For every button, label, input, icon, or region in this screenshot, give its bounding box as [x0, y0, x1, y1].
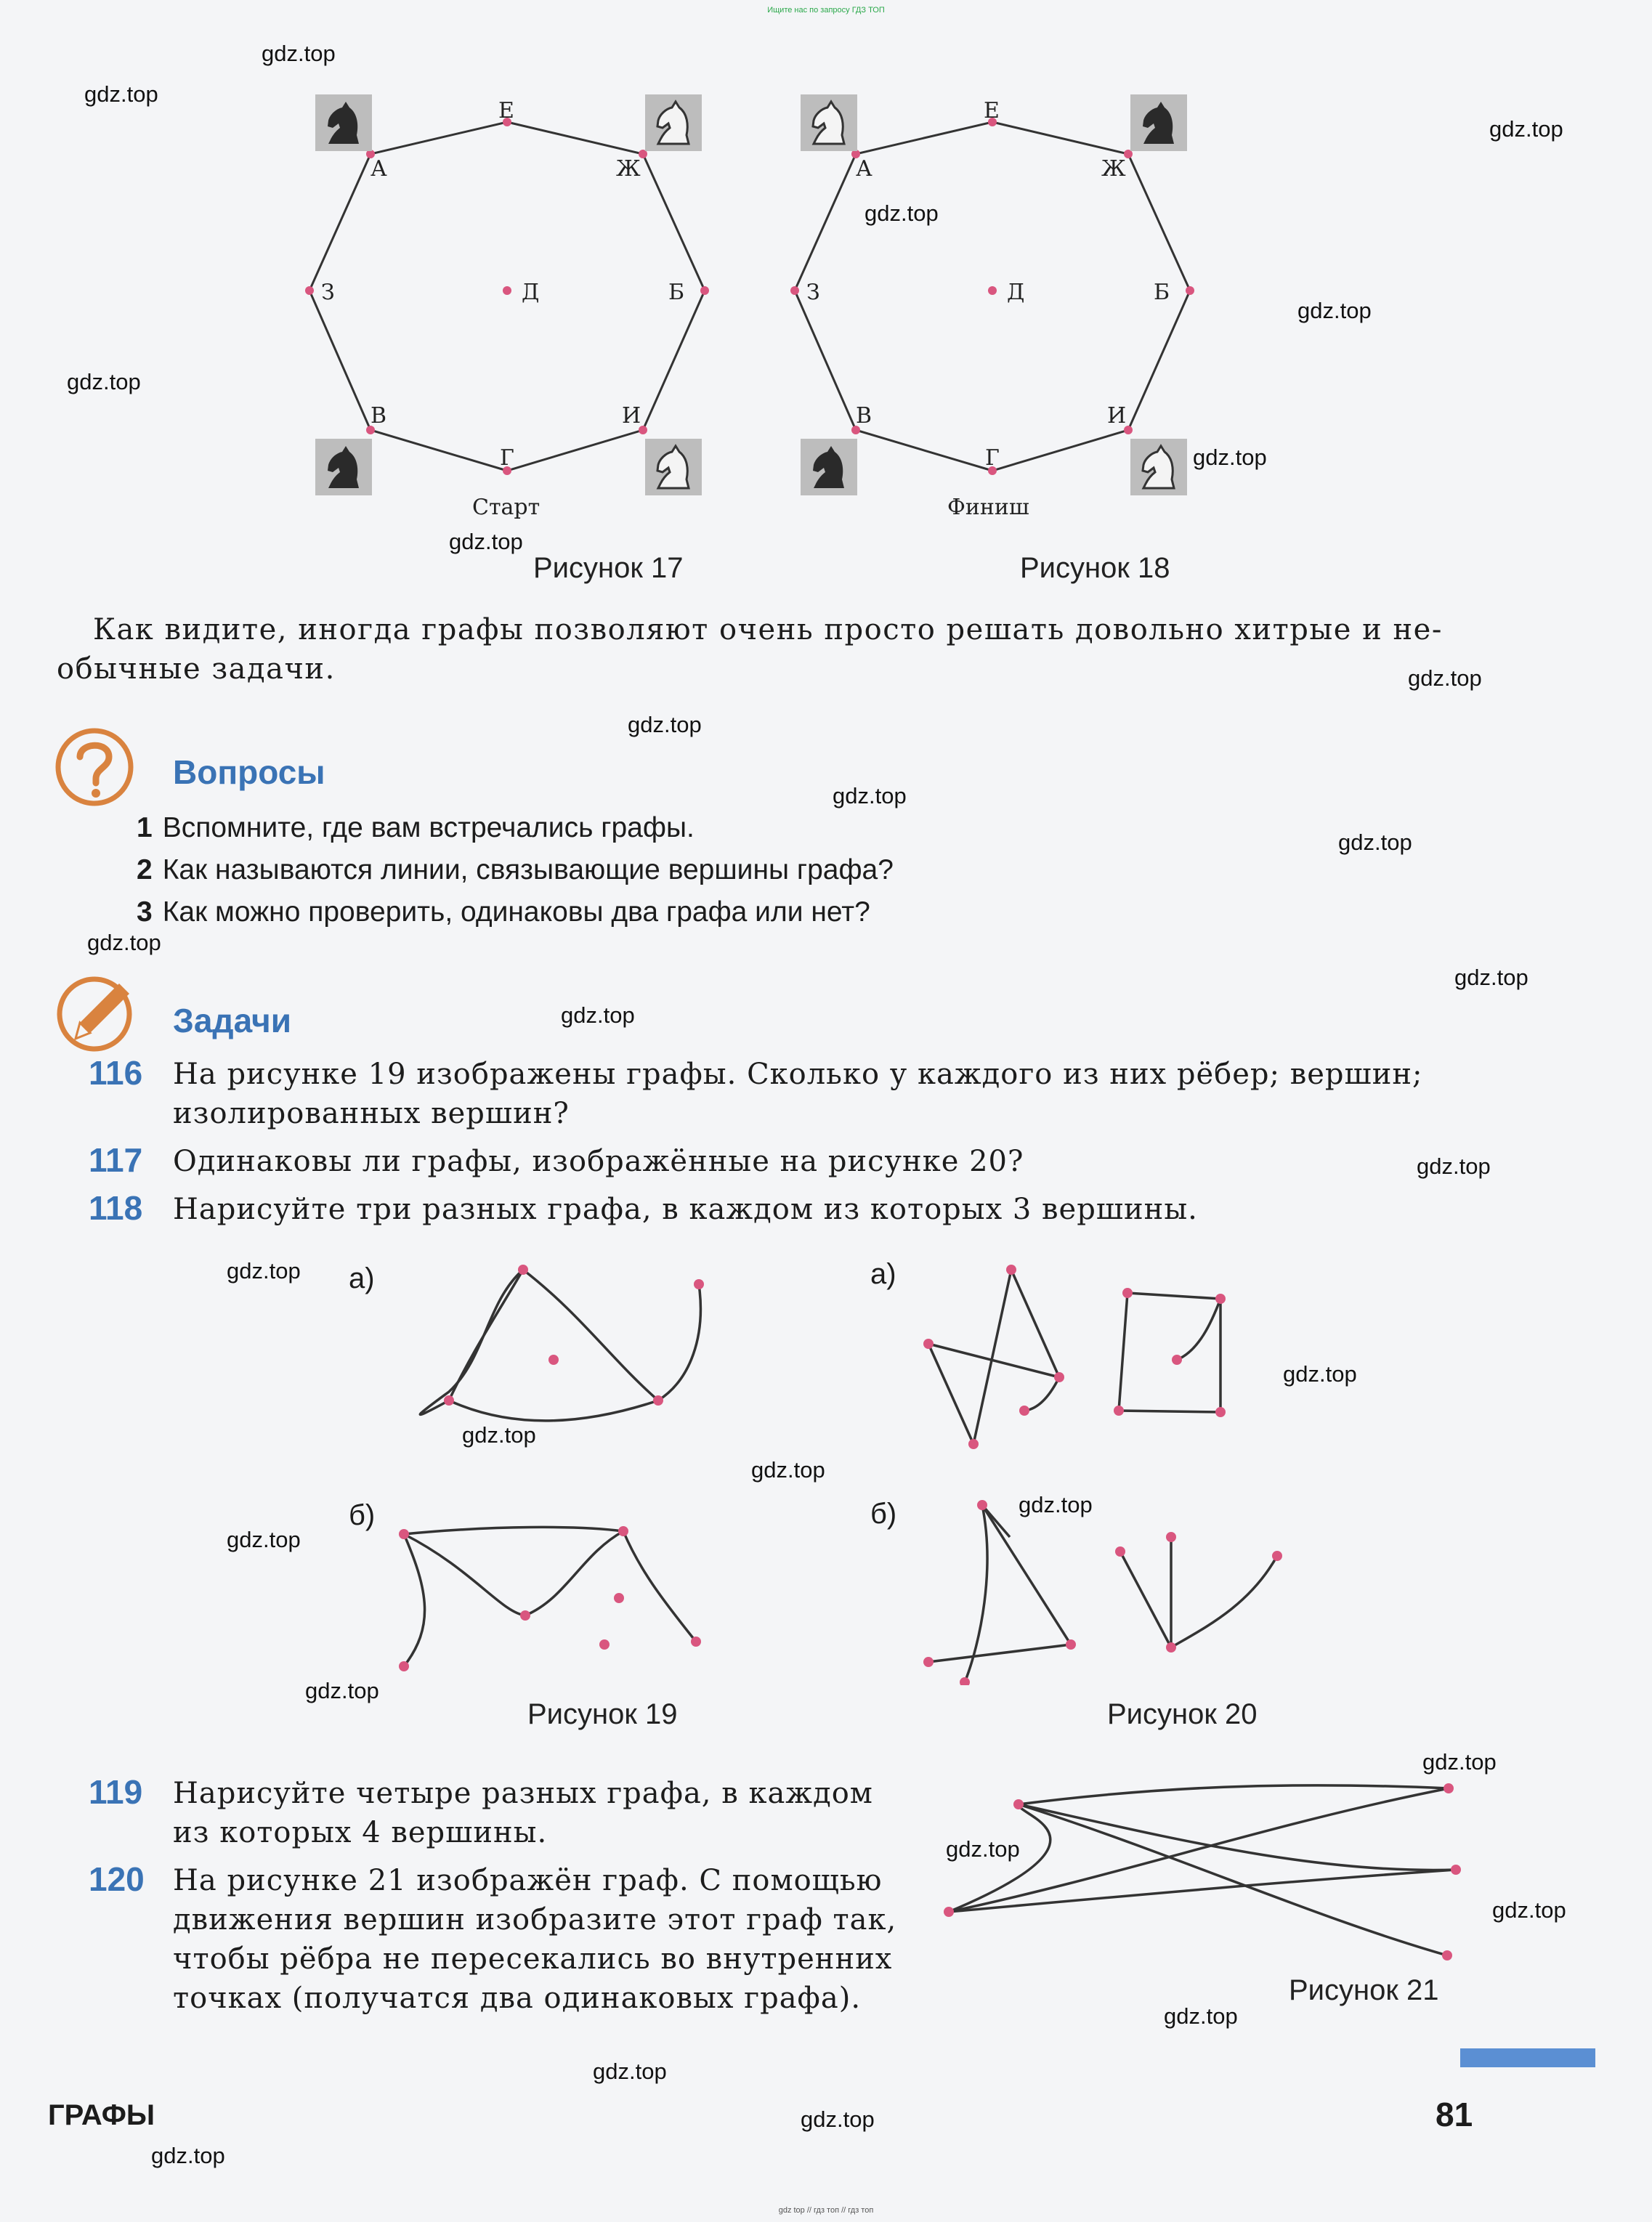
- question-text: Как можно проверить, одинаковы два графа или нет?: [162, 896, 870, 928]
- task-text: точках (получатся два одинаковых графа).: [173, 1982, 862, 2015]
- figure-20-caption: Рисунок 20: [1107, 1698, 1258, 1730]
- watermark: gdz.top: [449, 529, 523, 554]
- figure-19-caption: Рисунок 19: [527, 1698, 678, 1730]
- knight-icon: [1130, 94, 1187, 151]
- vertex-label: А: [856, 156, 872, 182]
- figure-17-caption: Рисунок 17: [533, 552, 684, 584]
- sub-label-a: а): [870, 1258, 896, 1290]
- watermark: gdz.top: [561, 1002, 635, 1028]
- watermark: gdz.top: [1297, 298, 1372, 323]
- watermark: gdz.top: [1019, 1492, 1093, 1517]
- question-item: [137, 812, 695, 844]
- vertex-label: Е: [498, 98, 514, 123]
- knight-icon: [1130, 439, 1187, 495]
- vertex-label: А: [371, 156, 387, 182]
- task-text: На рисунке 19 изображены графы. Сколько у каждого из них рёбер; вершин;: [173, 1058, 1423, 1091]
- watermark: gdz.top: [628, 712, 702, 737]
- task-number: 120: [89, 1860, 145, 1898]
- vertex-label: Д: [522, 280, 540, 305]
- watermark: gdz.top: [801, 2107, 875, 2132]
- figure-17: [298, 87, 726, 538]
- knight-icon: [315, 439, 372, 495]
- task-text: из которых 4 вершины.: [173, 1816, 548, 1849]
- figure-20: [908, 1249, 1286, 1685]
- watermark: gdz.top: [1422, 1749, 1497, 1775]
- vertex-label: Ж: [616, 156, 641, 182]
- task-number: 117: [89, 1141, 143, 1179]
- task-text: Одинаковы ли графы, изображённые на рисунке 20?: [173, 1145, 1024, 1178]
- vertex-label: Г: [500, 445, 514, 471]
- watermark: gdz.top: [946, 1836, 1020, 1862]
- page-number: 81: [1436, 2096, 1473, 2133]
- figure-18: [783, 87, 1212, 538]
- intro-line: обычные задачи.: [57, 652, 336, 686]
- knight-icon: [645, 439, 702, 495]
- vertex-label: Ж: [1101, 156, 1126, 182]
- sub-label-a: а): [349, 1262, 375, 1294]
- knight-icon: [315, 94, 372, 151]
- watermark: gdz.top: [1164, 2003, 1238, 2029]
- task-text: изолированных вершин?: [173, 1097, 570, 1130]
- question-icon: [54, 726, 135, 808]
- start-label: Старт: [472, 495, 540, 520]
- question-item: [137, 854, 894, 886]
- watermark: gdz.top: [67, 369, 141, 394]
- watermark: gdz.top: [751, 1457, 825, 1483]
- knight-icon: [801, 439, 857, 495]
- task-text: чтобы рёбра не пересекались во внутренних: [173, 1942, 893, 1976]
- intro-line: Как видите, иногда графы позволяют очень просто решать довольно хитрые и не-: [93, 613, 1443, 646]
- vertex-label: З: [321, 280, 335, 305]
- vertex-label: З: [806, 280, 820, 305]
- vertex-label: Е: [984, 98, 1000, 123]
- watermark: gdz.top: [305, 1678, 379, 1703]
- questions-title: Вопросы: [173, 753, 325, 791]
- question-number: 3: [137, 896, 153, 928]
- watermark: gdz.top: [262, 41, 336, 66]
- vertex-label: И: [622, 403, 641, 429]
- question-number: 2: [137, 854, 153, 885]
- watermark: gdz.top: [1417, 1153, 1491, 1179]
- watermark: gdz.top: [1338, 830, 1412, 855]
- footer-section: ГРАФЫ: [48, 2099, 155, 2131]
- vertex-label: Б: [1154, 280, 1170, 305]
- watermark: gdz.top: [227, 1258, 301, 1284]
- watermark: gdz.top: [865, 200, 939, 226]
- figure-19: [320, 1249, 726, 1685]
- knight-icon: [801, 94, 857, 151]
- vertex-label: Г: [985, 445, 1000, 471]
- watermark: gdz.top: [1283, 1361, 1357, 1387]
- knight-icon: [645, 94, 702, 151]
- watermark: gdz.top: [593, 2059, 667, 2084]
- vertex-label: Д: [1007, 280, 1025, 305]
- header-note: Ищите нас по запросу ГДЗ ТОП: [767, 6, 885, 15]
- task-text: Нарисуйте три разных графа, в каждом из которых 3 вершины.: [173, 1193, 1198, 1226]
- task-number: 119: [89, 1773, 143, 1811]
- watermark: gdz.top: [1492, 1897, 1566, 1923]
- watermark: gdz.top: [833, 783, 907, 808]
- tasks-title: Задачи: [173, 1002, 292, 1039]
- sub-label-b: б): [349, 1499, 376, 1531]
- watermark: gdz.top: [227, 1527, 301, 1552]
- page-tab-bar: [1460, 2048, 1595, 2067]
- watermark: gdz.top: [1193, 445, 1267, 470]
- question-text: Вспомните, где вам встречались графы.: [162, 812, 695, 843]
- task-number: 118: [89, 1189, 143, 1227]
- vertex-label: В: [856, 403, 872, 429]
- pencil-icon: [54, 970, 135, 1052]
- watermark: gdz.top: [1489, 116, 1563, 142]
- sub-label-b: б): [870, 1498, 897, 1530]
- watermark: gdz.top: [1408, 665, 1482, 691]
- question-item: [137, 896, 870, 928]
- task-text: Нарисуйте четыре разных графа, в каждом: [173, 1777, 873, 1810]
- question-number: 1: [137, 812, 153, 843]
- vertex-label: И: [1107, 403, 1127, 429]
- vertex-label: В: [371, 403, 387, 429]
- task-text: движения вершин изобразите этот граф так,: [173, 1903, 897, 1937]
- task-text: На рисунке 21 изображён граф. С помощью: [173, 1864, 883, 1897]
- vertex-label: Б: [668, 280, 685, 305]
- watermark: gdz.top: [87, 930, 161, 955]
- figure-21-caption: Рисунок 21: [1289, 1974, 1439, 2006]
- watermark: gdz.top: [84, 81, 158, 107]
- watermark: gdz.top: [1454, 965, 1528, 990]
- watermark: gdz.top: [151, 2143, 225, 2168]
- finish-label: Финиш: [947, 495, 1029, 520]
- watermark: gdz.top: [462, 1422, 536, 1448]
- figure-18-caption: Рисунок 18: [1020, 552, 1170, 584]
- question-text: Как называются линии, связывающие вершины графа?: [162, 854, 894, 885]
- task-number: 116: [89, 1054, 143, 1092]
- figure-21: [937, 1772, 1475, 1976]
- footer-note: gdz top // гдз топ // гдз топ: [778, 2206, 874, 2215]
